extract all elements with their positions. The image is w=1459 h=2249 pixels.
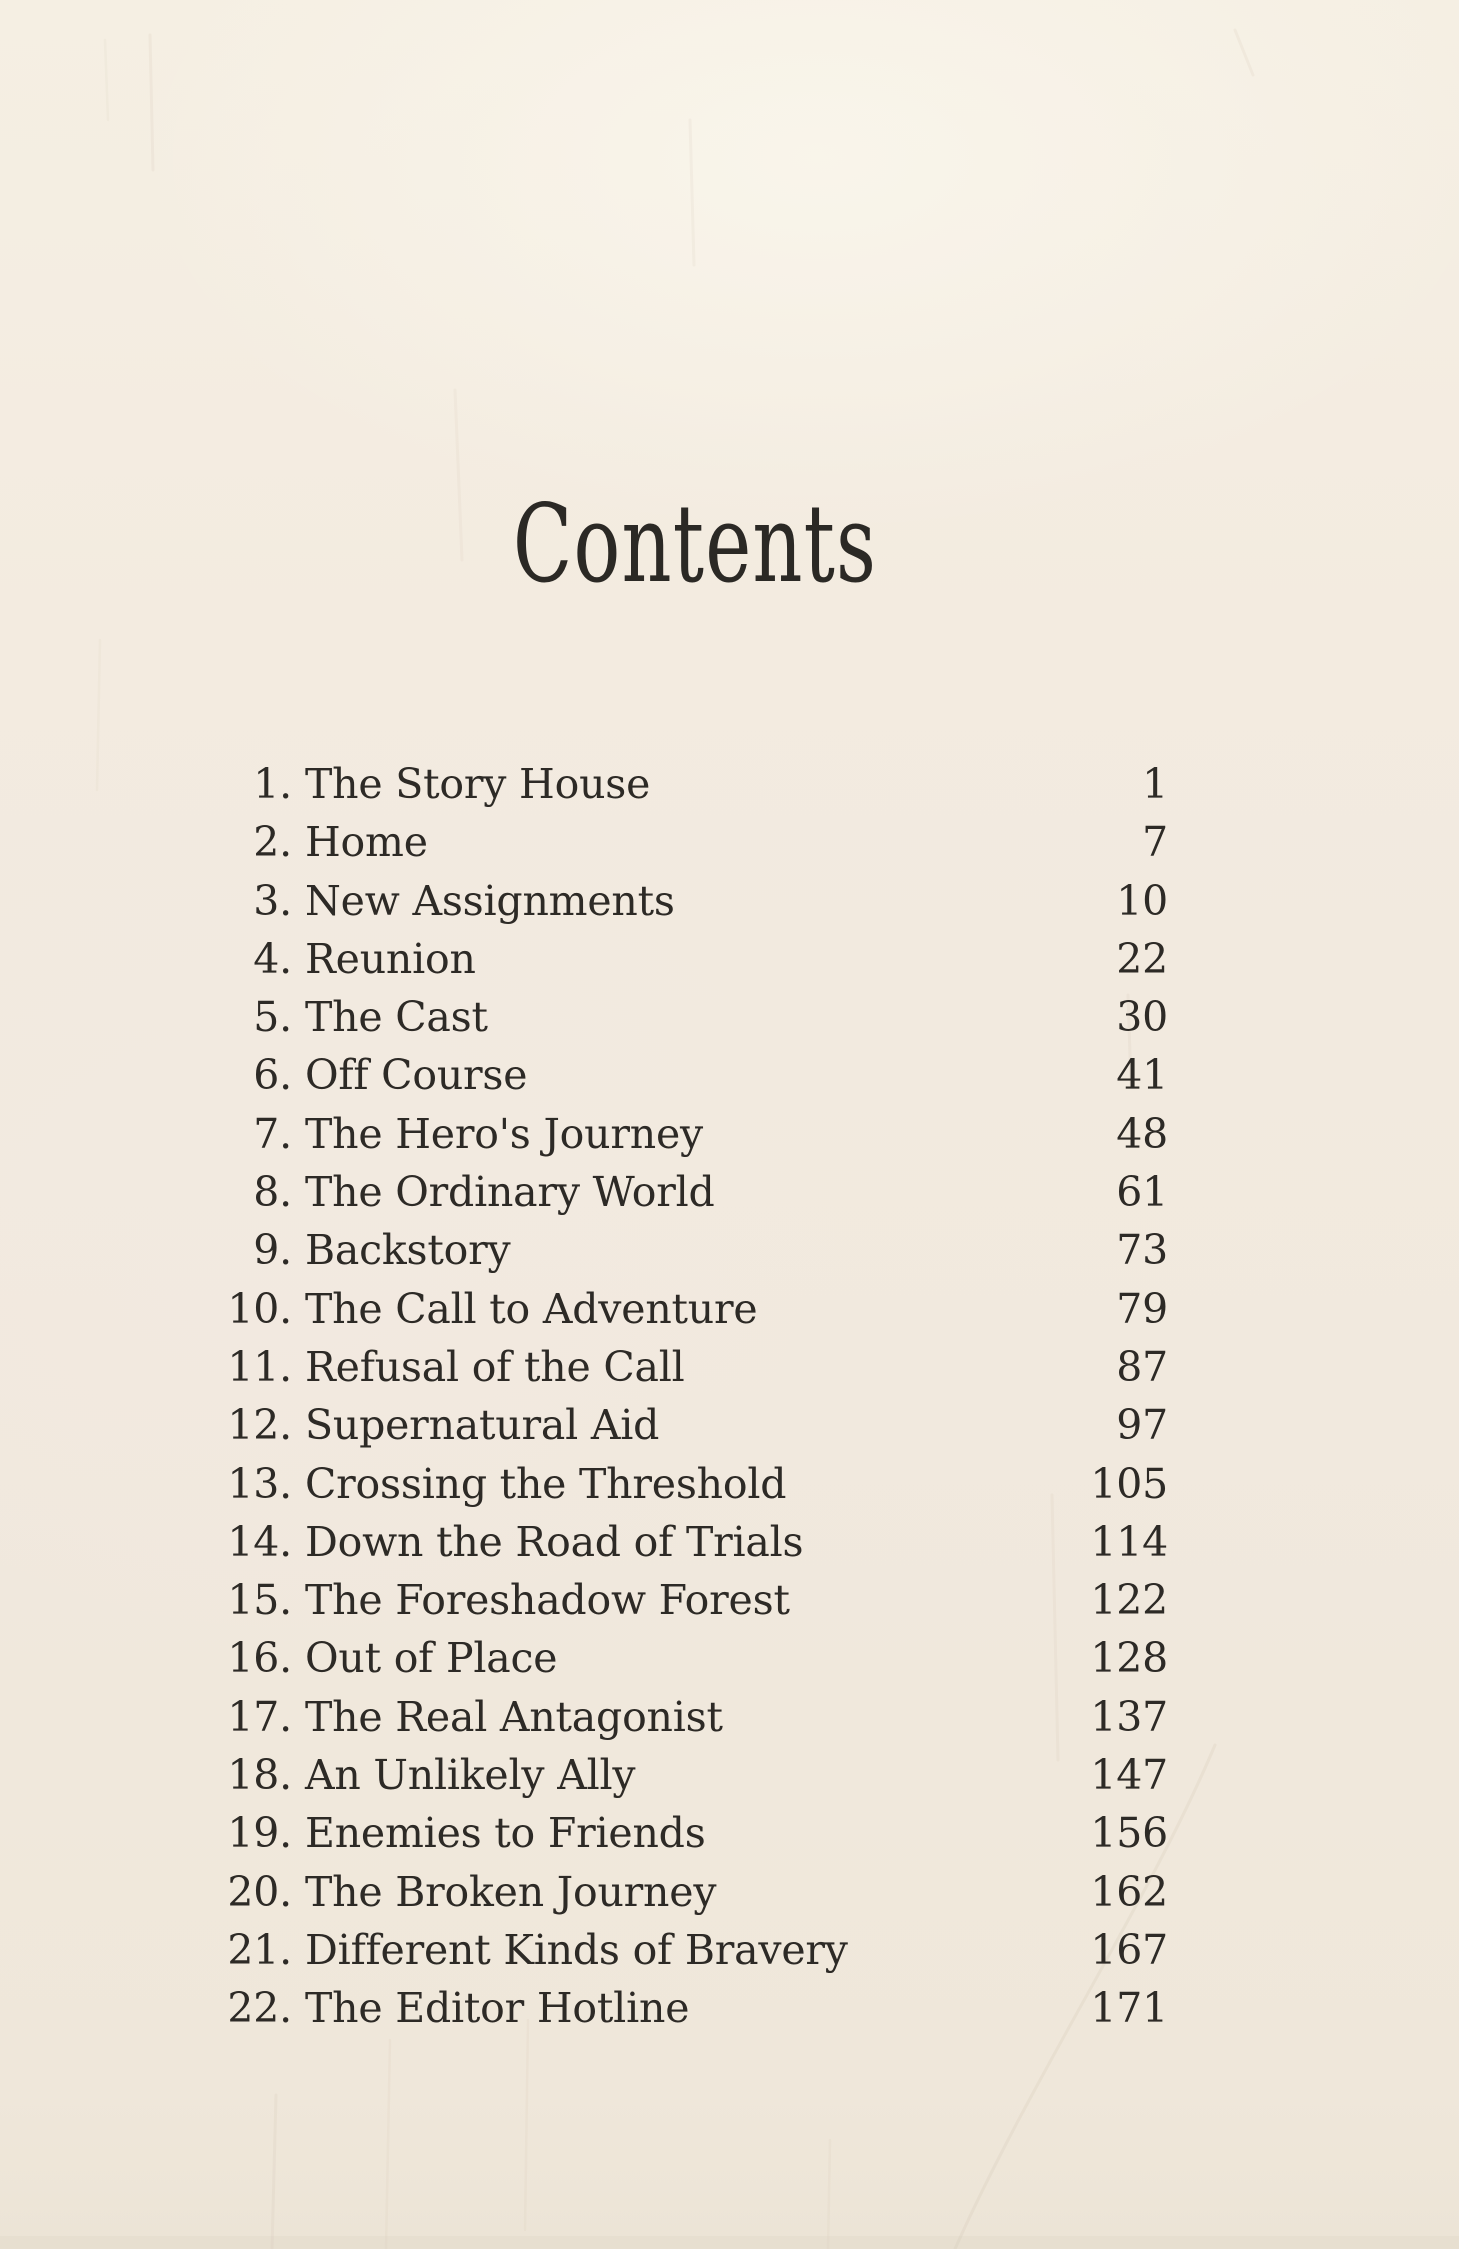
toc-entry [200, 1926, 1168, 1984]
toc-entry [200, 935, 1168, 993]
chapter-page-number: 10 [1116, 876, 1168, 925]
chapter-number: 1. [253, 760, 292, 808]
toc-entry [200, 1110, 1168, 1168]
chapter-page-number: 97 [1116, 1401, 1168, 1450]
chapter-page-number: 41 [1116, 1051, 1168, 1100]
chapter-number: 7. [253, 1109, 292, 1158]
toc-entry [200, 1809, 1168, 1867]
chapter-number: 3. [253, 876, 292, 925]
page-title: Contents [512, 482, 878, 607]
chapter-number: 14. [227, 1517, 292, 1566]
chapter-title: Down the Road of Trials [305, 1517, 804, 1566]
chapter-number: 13. [227, 1459, 292, 1508]
chapter-number: 9. [253, 1226, 292, 1275]
chapter-title: Different Kinds of Bravery [305, 1925, 848, 1974]
chapter-number: 8. [253, 1168, 292, 1217]
chapter-title: The Foreshadow Forest [305, 1576, 790, 1625]
toc-entry [200, 760, 1168, 818]
chapter-title: Crossing the Threshold [305, 1459, 787, 1508]
chapter-title: Off Course [305, 1051, 528, 1100]
toc-entry [200, 1868, 1168, 1926]
chapter-page-number: 79 [1116, 1284, 1168, 1333]
chapter-page-number: 128 [1090, 1634, 1168, 1683]
chapter-page-number: 114 [1090, 1517, 1168, 1566]
toc-entry [200, 877, 1168, 935]
chapter-title: The Call to Adventure [305, 1284, 758, 1333]
chapter-number: 5. [253, 993, 292, 1042]
chapter-title: Refusal of the Call [305, 1342, 685, 1391]
chapter-title: The Real Antagonist [305, 1692, 723, 1741]
chapter-title: Reunion [305, 934, 476, 983]
chapter-number: 20. [227, 1867, 292, 1916]
chapter-title: The Ordinary World [305, 1168, 715, 1217]
chapter-number: 2. [253, 818, 292, 867]
chapter-page-number: 73 [1116, 1226, 1168, 1275]
chapter-title: New Assignments [305, 876, 675, 925]
chapter-title: The Broken Journey [305, 1867, 717, 1916]
chapter-page-number: 105 [1090, 1459, 1168, 1508]
chapter-number: 10. [227, 1284, 292, 1333]
chapter-page-number: 122 [1090, 1576, 1168, 1625]
chapter-page-number: 147 [1090, 1751, 1168, 1800]
chapter-title: The Editor Hotline [305, 1984, 690, 2033]
chapter-title: Supernatural Aid [305, 1401, 660, 1450]
chapter-number: 17. [227, 1692, 292, 1741]
table-of-contents [200, 760, 1168, 2043]
chapter-page-number: 48 [1116, 1109, 1168, 1158]
chapter-title: The Cast [305, 993, 488, 1042]
chapter-page-number: 30 [1116, 993, 1168, 1042]
chapter-number: 12. [227, 1401, 292, 1450]
toc-entry [200, 1168, 1168, 1226]
toc-entry [200, 1693, 1168, 1751]
chapter-page-number: 1 [1142, 760, 1168, 808]
toc-entry [200, 993, 1168, 1051]
toc-entry [200, 1460, 1168, 1518]
chapter-page-number: 137 [1090, 1692, 1168, 1741]
toc-entry [200, 818, 1168, 876]
chapter-page-number: 171 [1090, 1984, 1168, 2033]
chapter-page-number: 167 [1090, 1925, 1168, 1974]
chapter-title: An Unlikely Ally [305, 1751, 636, 1800]
chapter-title: Enemies to Friends [305, 1809, 706, 1858]
toc-entry [200, 1343, 1168, 1401]
toc-entry [200, 1984, 1168, 2042]
chapter-page-number: 87 [1116, 1342, 1168, 1391]
chapter-title: Out of Place [305, 1634, 558, 1683]
chapter-number: 22. [227, 1984, 292, 2033]
chapter-page-number: 162 [1090, 1867, 1168, 1916]
toc-entry [200, 1634, 1168, 1692]
chapter-title: The Story House [305, 760, 651, 808]
toc-entry [200, 1285, 1168, 1343]
chapter-title: Home [305, 818, 428, 867]
toc-entry [200, 1518, 1168, 1576]
chapter-number: 21. [227, 1925, 292, 1974]
chapter-page-number: 156 [1090, 1809, 1168, 1858]
chapter-title: Backstory [305, 1226, 511, 1275]
chapter-title: The Hero's Journey [305, 1109, 703, 1158]
toc-entry [200, 1576, 1168, 1634]
chapter-page-number: 22 [1116, 934, 1168, 983]
chapter-page-number: 7 [1142, 818, 1168, 867]
toc-entry [200, 1751, 1168, 1809]
chapter-number: 15. [227, 1576, 292, 1625]
chapter-number: 16. [227, 1634, 292, 1683]
toc-entry [200, 1226, 1168, 1284]
toc-entry [200, 1401, 1168, 1459]
chapter-number: 4. [253, 934, 292, 983]
chapter-number: 11. [227, 1342, 292, 1391]
chapter-number: 18. [227, 1751, 292, 1800]
toc-entry [200, 1051, 1168, 1109]
chapter-number: 6. [253, 1051, 292, 1100]
chapter-number: 19. [227, 1809, 292, 1858]
chapter-page-number: 61 [1116, 1168, 1168, 1217]
